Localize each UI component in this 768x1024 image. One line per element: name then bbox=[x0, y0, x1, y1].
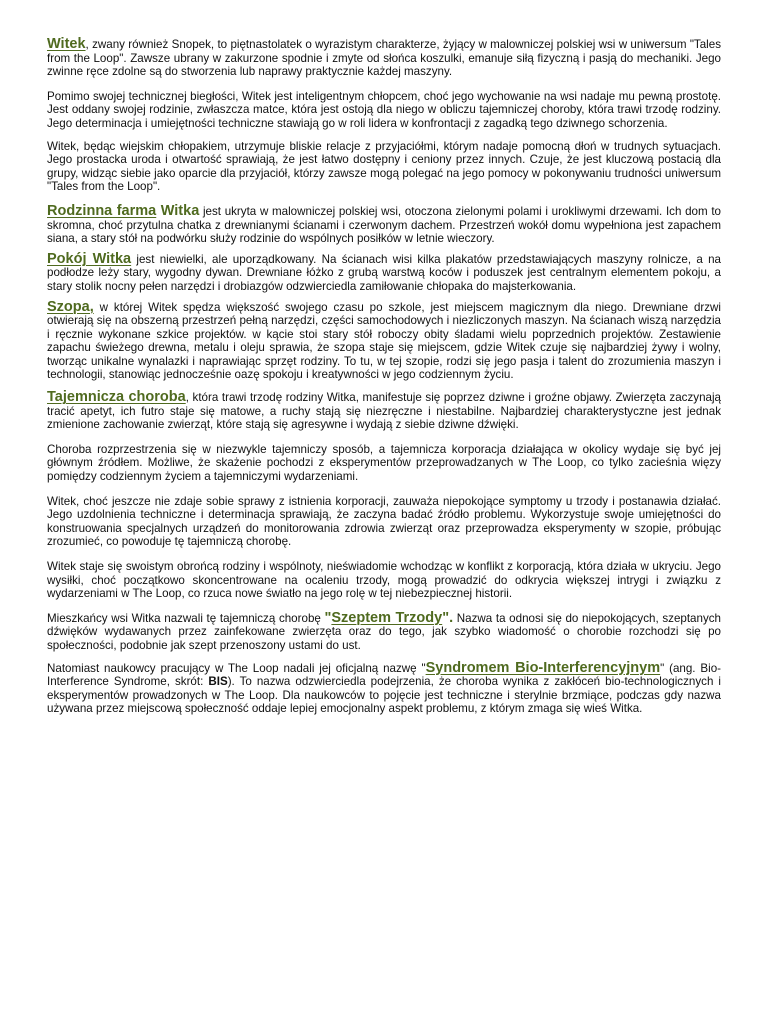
abbreviation-bis: BIS bbox=[208, 675, 228, 689]
term-bio-interference-syndrome: Syndromem Bio-Interferencyjnym bbox=[425, 659, 661, 676]
paragraph-disease-spread bbox=[47, 443, 721, 484]
paragraph-text: Nazwa ta odnosi się do niepokojących, szeptanych dźwięków wydawanych przez zainfekowane zwierzęta oraz do tego, jak szybko wiadomość o chorobie rozchodzi się po społeczności, podobnie jak szept przenoszony ustami do ust. bbox=[47, 611, 721, 652]
quote-mark: " bbox=[324, 609, 332, 626]
paragraph-witek-intro bbox=[47, 38, 721, 79]
paragraph-witek-investigates bbox=[47, 495, 721, 549]
term-szeptem-trzody: Szeptem Trzody bbox=[331, 609, 443, 626]
paragraph-text: Mieszkańcy wsi Witka nazwali tę tajemniczą chorobę bbox=[47, 611, 325, 625]
paragraph-witek-friends bbox=[47, 140, 721, 194]
paragraph-text: , która trawi trzodę rodziny Witka, manifestuje się poprzez dziwne i groźne objawy. Zwierzęta zaczynają tracić apetyt, ich futro staje się matowe, a ruchy stają się niezręczne i niestabilne. Najbardziej charakterystyczne jest jednak zmienione zachowanie zwierząt, które stają się agresywne i wydają z siebie dziwne dźwięki. bbox=[47, 391, 721, 432]
paragraph-witek-defender bbox=[47, 560, 721, 601]
paragraph-shed bbox=[47, 298, 721, 383]
paragraph-whisper-of-herd bbox=[47, 609, 721, 653]
paragraph-family-farm bbox=[47, 202, 722, 246]
document-page bbox=[47, 38, 721, 716]
heading-witka: Witka bbox=[156, 202, 200, 219]
paragraph-text: Witek, choć jeszcze nie zdaje sobie sprawy z istnienia korporacji, zauważa niepokojące symptomy u trzody i postanawia działać. Jego uzdolnienia techniczne i determinacja sprawiają, że zaczyna badać źródło problemu. Wykorzystuje swoje umiejętności do konstruowania specjalnych urządzeń do monitorowania zdrowia zwierząt oraz przeprowadza eksperymenty w szopie, próbując zrozumieć, co powoduje tę tajemniczą chorobę. bbox=[47, 494, 721, 549]
paragraph-mysterious-disease bbox=[47, 391, 721, 432]
paragraph-text: Natomiast naukowcy pracujący w The Loop nadali jej oficjalną nazwę " bbox=[47, 661, 426, 675]
paragraph-bis-syndrome bbox=[47, 659, 722, 716]
heading-family-farm: Rodzinna farma bbox=[47, 202, 157, 219]
paragraph-text: w której Witek spędza większość swojego czasu po szkole, jest miejscem magicznym dla niego. Drewniane drzwi otwierają się na obszerną przestrzeń pełną narzędzi, części samochodowych i niezliczonych maszyn. Na ścianach wiszą narzędzia i ręcznie wykonane szkice projektów. w kącie stoi stary stół roboczy obity śladami wielu poprzednich projektów. Zestawienie zapachu świeżego drewna, metalu i oleju sprawia, że szopa staje się miejscem, gdzie Witek czuje się najbardziej żywy i wolny, tworząc unikalne wynalazki i naprawiając sprzęt rodziny. To tu, w tej szopie, rodzi się jego pasja i talent do zrozumienia maszyn i technologii, stanowiąc jednocześnie oazę spokoju i kreatywności w jego codziennym życiu. bbox=[47, 300, 721, 382]
paragraph-text: Witek, będąc wiejskim chłopakiem, utrzymuje bliskie relacje z przyjaciółmi, którym nadaje pomocną dłoń w trudnych sytuacjach. Jego prostacka uroda i otwartość sprawiają, że jest łatwo dostępny i ceniony przez innych. Czuje, że jest kluczową postacią dla grupy, widząc siebie jako oparcie dla przyjaciół, którzy zawsze mogą polegać na jego pomocy w pokonywaniu trudności uniwersum "Tales from the Loop". bbox=[47, 139, 721, 194]
paragraph-witek-personality bbox=[47, 90, 721, 131]
heading-shed: Szopa, bbox=[47, 298, 94, 315]
paragraph-witek-room bbox=[47, 250, 722, 294]
heading-mysterious-disease: Tajemnicza choroba bbox=[47, 389, 186, 406]
paragraph-text: Choroba rozprzestrzenia się w niezwykle tajemniczy sposób, a tajemnicza korporacja działająca w okolicy wydaje się być jej głównym źródłem. Możliwe, że skażenie pochodzi z eksperymentów przeprowadzanych w The Loop, co tylko zacieśnia więzy pomiędzy codziennym życiem a tajemniczymi wydarzeniami. bbox=[47, 442, 721, 484]
quote-mark: ". bbox=[442, 609, 454, 626]
paragraph-text: jest niewielki, ale uporządkowany. Na ścianach wisi kilka plakatów przedstawiających maszyny rolnicze, a na podłodze leży stary, wygodny dywan. Drewniane łóżko z grubą warstwą koców i poduszek jest centralnym elementem pokoju, a stary stolik nocny pełen narzędzi i drobiazgów odzwierciedla zamiłowanie chłopaka do majsterkowania. bbox=[47, 252, 722, 293]
paragraph-text: , zwany również Snopek, to piętnastolatek o wyrazistym charakterze, żyjący w malowniczej polskiej wsi w uniwersum "Tales from the Loop". Zawsze ubrany w zakurzone spodnie i zmyte od słońca koszulki, emanuje siłą fizyczną i pasją do mechaniki. Jego zwinne ręce zdolne są do stworzenia lub naprawy praktycznie każdej maszyny. bbox=[47, 38, 721, 79]
heading-witek-room: Pokój Witka bbox=[47, 250, 132, 267]
paragraph-text: Pomimo swojej technicznej biegłości, Witek jest inteligentnym chłopcem, choć jego wychowanie na wsi nadaje mu pewną prostotę. Jest oddany swojej rodzinie, zwłaszcza matce, która jest ostoją dla niego w obliczu tajemniczej choroby, która trawi trzodę rodziny. Jego determinacja i umiejętności techniczne stawiają go w roli lidera w konfrontacji z zagadką tego dziwnego schorzenia. bbox=[47, 89, 721, 130]
heading-witek: Witek bbox=[47, 36, 86, 52]
paragraph-text: jest ukryta w malowniczej polskiej wsi, otoczona zielonymi polami i urokliwymi drzewami. Ich dom to skromna, choć przytulna chatka z drewnianymi ścianami i czerwonym dachem. Przestrzeń wokół domu wypełniona jest zapachem siana, a stary stół na podwórku służy rodzinie do wspólnych posiłków w letnie wieczory. bbox=[47, 204, 722, 246]
paragraph-text: Witek staje się swoistym obrońcą rodziny i wspólnoty, nieświadomie wchodząc w konflikt z korporacją, która działa w ukryciu. Jego wysiłki, choć początkowo skoncentrowane na ocaleniu trzody, mogą prowadzić do odkrycia większej intrygi i związku z wydarzeniami w The Loop, co rzuca nowe światło na jego rolę w tej niebezpiecznej historii. bbox=[47, 560, 721, 601]
paragraph-text: ). To nazwa odzwierciedla podejrzenia, że choroba wynika z zakłóceń bio-technologicznych i eksperymentów prowadzonych w The Loop. Dla naukowców to pojęcie jest techniczne i sterylnie brzmiące, podczas gdy nazwa używana przez miejscową społeczność oddaje lepiej emocjonalny aspekt problemu, z którym zmaga się wieś Witka. bbox=[47, 675, 721, 716]
paragraph-text: " (ang. Bio-Interference Syndrome, skrót: bbox=[47, 661, 722, 689]
